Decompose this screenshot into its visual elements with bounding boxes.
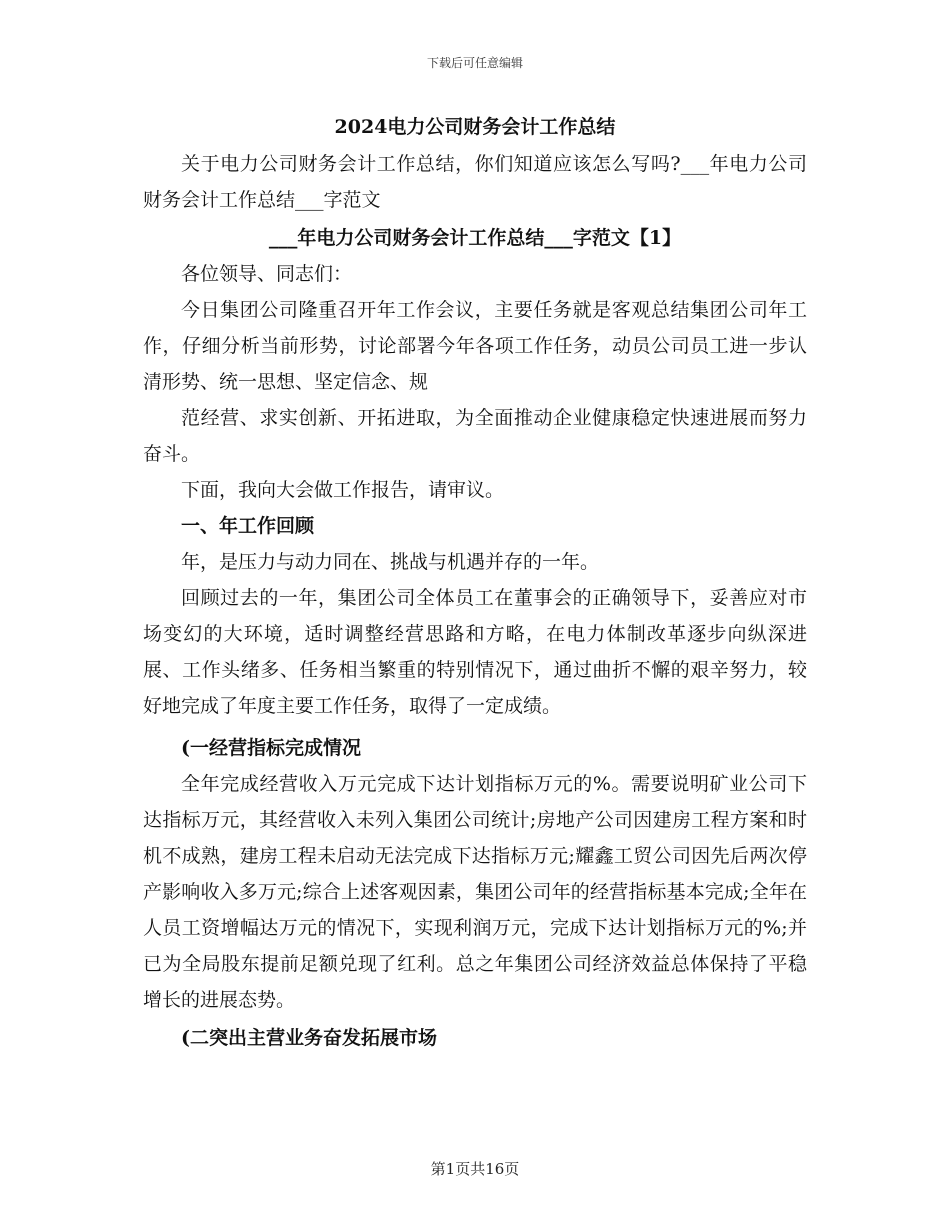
paragraph-5: 回顾过去的一年，集团公司全体员工在董事会的正确领导下，妥善应对市场变幻的大环境，适时调整经营思路和方略，在电力体制改革逐步向纵深进展、工作头绪多、任务相当繁重的特别情况下，通过曲折不懈的艰辛努力，较好地完成了年度主要工作任务，取得了一定成绩。 xyxy=(143,587,807,717)
subsection-1-heading: (一经营指标完成情况 xyxy=(181,737,361,759)
paragraph-4: 年，是压力与动力同在、挑战与机遇并存的一年。 xyxy=(181,551,600,573)
paragraph-6: 全年完成经营收入万元完成下达计划指标万元的%。需要说明矿业公司下达指标万元，其经营收入未列入集团公司统计;房地产公司因建房工程方案和时机不成熟，建房工程未启动无法完成下达指标万元;耀鑫工贸公司因先后两次停产影响收入多万元;综合上述客观因素，集团公司年的经营指标基本完成;全年在人员工资增幅达万元的情况下，实现利润万元，完成下达计划指标万元的%;并已为全局股东提前足额兑现了红利。总之年集团公司经济效益总体保持了平稳增长的进展态势。 xyxy=(143,773,807,1011)
document-body xyxy=(143,108,807,1056)
header-note: 下载后可任意编辑 xyxy=(426,56,523,70)
intro-paragraph: 关于电力公司财务会计工作总结，你们知道应该怎么写吗?___年电力公司财务会计工作总结___字范文 xyxy=(143,153,807,211)
greeting: 各位领导、同志们： xyxy=(181,263,353,285)
paragraph-3: 下面，我向大会做工作报告，请审议。 xyxy=(181,479,505,501)
subsection-2-heading: (二突出主营业务奋发拓展市场 xyxy=(181,1027,437,1049)
paragraph-2: 范经营、求实创新、开拓进取，为全面推动企业健康稳定快速进展而努力奋斗。 xyxy=(143,407,807,465)
page-number: 第1页共16页 xyxy=(430,1160,520,1178)
document-subtitle: ___年电力公司财务会计工作总结___字范文【1】 xyxy=(268,227,682,249)
paragraph-1: 今日集团公司隆重召开年工作会议，主要任务就是客观总结集团公司年工作，仔细分析当前形势，讨论部署今年各项工作任务，动员公司员工进一步认清形势、统一思想、坚定信念、规 xyxy=(143,299,807,393)
section-1-heading: 一、年工作回顾 xyxy=(181,515,315,537)
document-title: 2024电力公司财务会计工作总结 xyxy=(334,116,616,138)
